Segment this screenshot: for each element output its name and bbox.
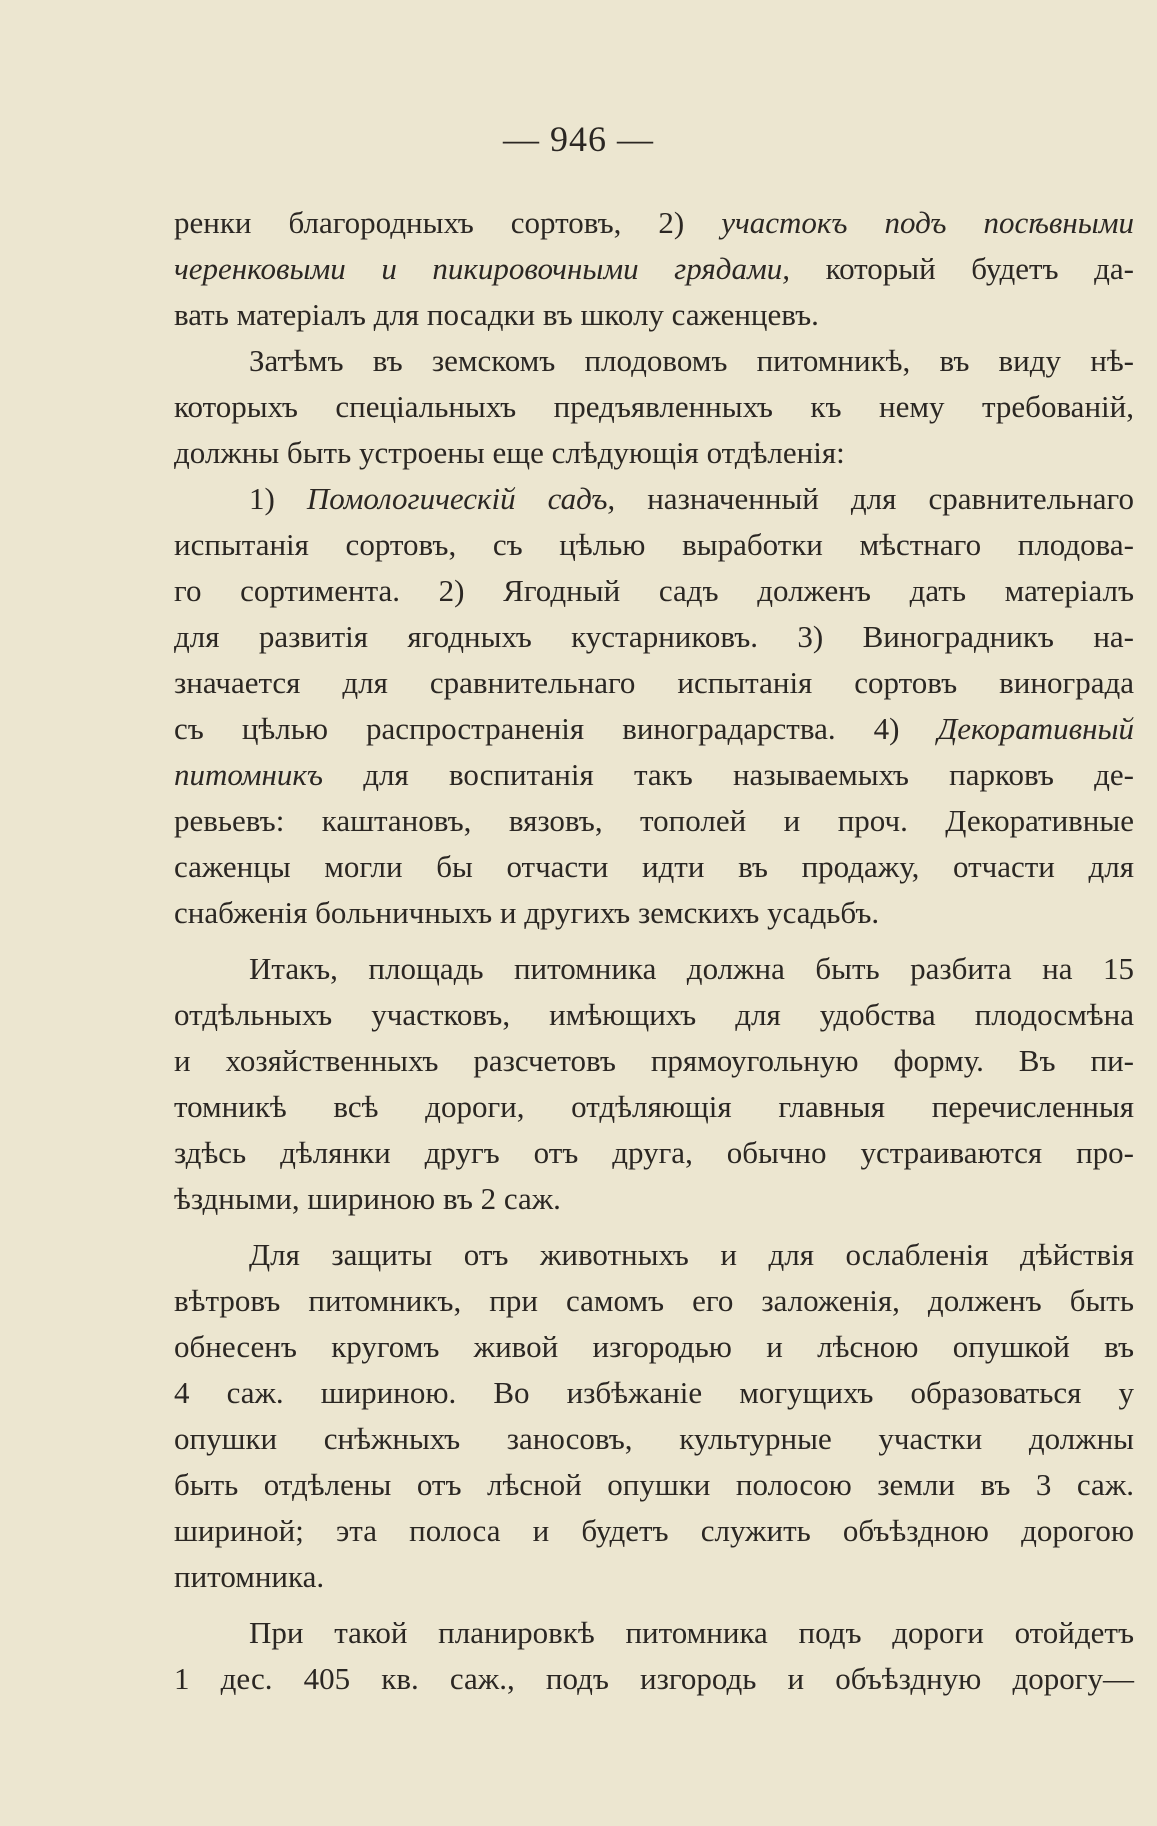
text-line: для развитія ягодныхъ кустарниковъ. 3) Виноградникъ на-: [174, 619, 1134, 654]
text-line: Для защиты отъ животныхъ и для ослабленія дѣйствія: [249, 1237, 1134, 1272]
page-number: — 946 —: [503, 119, 654, 159]
paragraph-5: [174, 1232, 1134, 1600]
text-line: обнесенъ кругомъ живой изгородью и лѣсною опушкой въ: [174, 1329, 1134, 1364]
text-line: ренки благородныхъ сортовъ, 2) участокъ подъ посѣвными: [174, 205, 1134, 240]
paragraph-1: [174, 200, 1134, 338]
text-line: отдѣльныхъ участковъ, имѣющихъ для удобства плодосмѣна: [174, 997, 1134, 1032]
text-line: саженцы могли бы отчасти идти въ продажу, отчасти для: [174, 849, 1134, 884]
text-line: питомника.: [174, 1559, 325, 1594]
body-text: [174, 200, 1134, 1702]
text-line: вать матеріалъ для посадки въ школу саженцевъ.: [174, 297, 819, 332]
text-line: черенковыми и пикировочными грядами, который будетъ да-: [174, 251, 1134, 286]
text-line: Затѣмъ въ земскомъ плодовомъ питомникѣ, въ виду нѣ-: [249, 343, 1134, 378]
paragraph-6: [174, 1610, 1134, 1702]
text-line: 1 дес. 405 кв. саж., подъ изгородь и объѣздную дорогу—: [174, 1661, 1134, 1696]
text-line: Итакъ, площадь питомника должна быть разбита на 15: [249, 951, 1134, 986]
text-line: съ цѣлью распространенія виноградарства. 4) Декоративный: [174, 711, 1134, 746]
text-line: здѣсь дѣлянки другъ отъ друга, обычно устраиваются про-: [174, 1135, 1134, 1170]
text-line: вѣтровъ питомникъ, при самомъ его заложенія, долженъ быть: [174, 1283, 1134, 1318]
paragraph-4: [174, 946, 1134, 1222]
text-line: которыхъ спеціальныхъ предъявленныхъ къ нему требованій,: [174, 389, 1134, 424]
text-line: 4 саж. шириною. Во избѣжаніе могущихъ образоваться у: [174, 1375, 1134, 1410]
text-line: испытанія сортовъ, съ цѣлью выработки мѣстнаго плодова-: [174, 527, 1134, 562]
text-line: и хозяйственныхъ разсчетовъ прямоугольную форму. Въ пи-: [174, 1043, 1134, 1078]
text-line: го сортимента. 2) Ягодный садъ долженъ дать матеріалъ: [174, 573, 1134, 608]
text-line: снабженія больничныхъ и другихъ земскихъ усадьбъ.: [174, 895, 880, 930]
text-line: томникѣ всѣ дороги, отдѣляющія главныя перечисленныя: [174, 1089, 1134, 1124]
text-line: значается для сравнительнаго испытанія сортовъ винограда: [174, 665, 1134, 700]
paragraph-2: [174, 338, 1134, 476]
text-line: питомникъ для воспитанія такъ называемыхъ парковъ де-: [174, 757, 1134, 792]
text-line: должны быть устроены еще слѣдующія отдѣленія:: [174, 435, 845, 470]
text-line: шириной; эта полоса и будетъ служить объѣздною дорогою: [174, 1513, 1134, 1548]
text-line: 1) Помологическій садъ, назначенный для сравнительнаго: [249, 481, 1134, 516]
text-line: При такой планировкѣ питомника подъ дороги отойдетъ: [249, 1615, 1134, 1650]
paragraph-3: [174, 476, 1134, 936]
text-line: опушки снѣжныхъ заносовъ, культурные участки должны: [174, 1421, 1134, 1456]
text-line: ревьевъ: каштановъ, вязовъ, тополей и проч. Декоративные: [174, 803, 1134, 838]
text-line: быть отдѣлены отъ лѣсной опушки полосою земли въ 3 саж.: [174, 1467, 1134, 1502]
text-line: ѣздными, шириною въ 2 саж.: [174, 1181, 561, 1216]
